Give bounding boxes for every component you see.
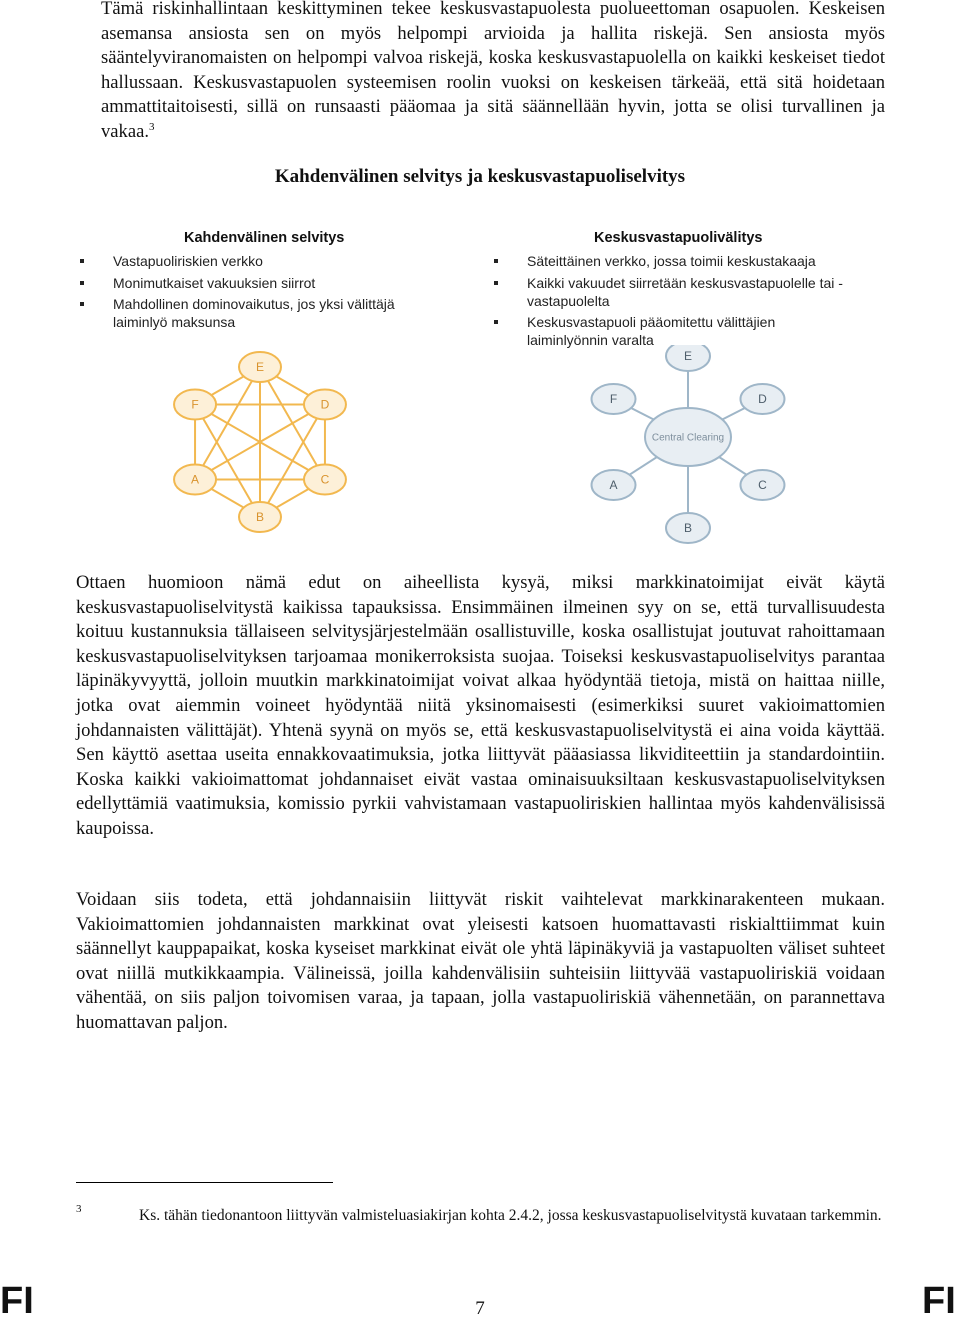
body-paragraph-2: Ottaen huomioon nämä edut on aiheellista kysyä, miksi markkinatoimijat eivät käytä keskusvastapuoliselvitystä kaikissa tapauksissa. Ensimmäinen ilmeinen syy on se, että turvallisuudesta koituu kustannuksia tällaiseen selvitysjärjestelmään osallistuville, koska osallistujat joutuvat rahoittamaan keskusvastapuoliselvityksen tarjoamaa monikerroksista suojaa. Toiseksi keskusvastapuoliselvitys parantaa läpinäkyvyyttä, jolloin muutkin markkinatoimijat voivat alkaa hyödyntää tietoja, mistä on haittaa niille, jotka ovat aiemmin voineet hyödyntää niitä yksinomaisesti (esimerkiksi suuret vakioimattomien johdannaisten välittäjät). Yhtenä syynä on myös se, että keskusvastapuoliselvitystä ei aina voida käyttää. Sen käyttö asettaa useita ennakkovaatimuksia, jotka liittyvät pääasiassa likviditeettiin ja standardointiin. Koska kaikki vakioimattomat johdannaiset eivät vastaa ominaisuuksiltaan keskusvastapuoliselvityksen edellyttämiä vaatimuksia, komissio pyrkii vahvistamaan vastapuoliriskien hallintaa myös kahdenvälisissä kaupoissa. [76, 572, 885, 839]
footnote-ref: 3 [149, 120, 155, 133]
hub-node-label: B [683, 521, 693, 536]
bilateral-bullets [113, 252, 443, 331]
hub-node-label: D [758, 392, 767, 407]
intro-paragraph [101, 0, 885, 145]
bilateral-mesh-diagram [174, 352, 346, 532]
footnote-divider [76, 1182, 333, 1183]
ccp-bullets [527, 252, 872, 349]
ccp-bullet: Säteittäinen verkko, jossa toimii keskustakaaja [527, 252, 872, 270]
mesh-node-label: C [320, 472, 330, 487]
mesh-node-label: B [255, 510, 265, 525]
language-code-right: FI [922, 1280, 956, 1322]
ccp-bullet: Kaikki vakuudet siirretään keskusvastapuolelle tai -vastapuolelta [527, 274, 862, 310]
bilateral-bullet: Monimutkaiset vakuuksien siirrot [113, 274, 443, 292]
hub-node-label: A [609, 478, 618, 493]
footnote-number: 3 [76, 1203, 82, 1215]
ccp-heading: Keskusvastapuolivälitys [594, 230, 763, 246]
bilateral-heading: Kahdenvälinen selvitys [184, 230, 345, 246]
body-paragraph-3: Voidaan siis todeta, että johdannaisiin liittyvät riskit vaihtelevat markkinarakenteen mukaan. Vakioimattomien johdannaisten markkinat ovat yleisesti katsoen huomattavasti riskialttiimmat kuin säännellyt kauppapaikat, koska kyseiset markkinat eivät ole yhtä läpinäkyviä ja vastapuolten väliset suhteet ovat niillä mutkikkaampia. Välineissä, joilla kahdenvälisiin suhteisiin liittyvää vastapuoliriskiä voidaan vähentää, on siis paljon toivomisen varaa, ja tapaan, jolla vastapuoliriskiä vähennetään, on parannettava huomattavan paljon. [76, 889, 885, 1033]
figure-title: Kahdenvälinen selvitys ja keskusvastapuoliselvitys [274, 166, 686, 187]
page-number: 7 [475, 1298, 485, 1319]
bilateral-bullet: Mahdollinen dominovaikutus, jos yksi välittäjä laiminlyö maksunsa [113, 295, 418, 331]
ccp-column [527, 230, 872, 353]
language-code-left: FI [0, 1280, 34, 1322]
bilateral-column [113, 230, 443, 335]
mesh-node-label: D [320, 397, 330, 412]
mesh-node-label: E [255, 360, 265, 375]
bilateral-bullet: Vastapuoliriskien verkko [113, 252, 443, 270]
hub-node-label: F [609, 392, 618, 407]
mesh-node-label: F [191, 397, 199, 412]
hub-node-label: C [758, 478, 767, 493]
hub-node-label: E [683, 349, 693, 364]
network-diagram [0, 345, 960, 545]
ccp-bullet: Keskusvastapuoli pääomitettu välittäjien laiminlyönnin varalta [527, 313, 807, 349]
central-clearing-diagram [592, 345, 785, 543]
footnote-text: Ks. tähän tiedonantoon liittyvän valmisteluasiakirjan kohta 2.4.2, jossa keskusvastapuoliselvitystä kuvataan tarkemmin. [139, 1207, 882, 1224]
intro-paragraph-text: Tämä riskinhallintaan keskittyminen tekee keskusvastapuolesta puolueettoman osapuolen. Keskeisen asemansa ansiosta sen on myös helpompi arvioida ja hallita riskejä. Sen ansiosta myös sääntelyviranomaisten on helpompi valvoa riskejä, koska keskusvastapuolella on kaikki keskeiset tiedot hallussaan. Keskusvastapuolen systeemisen roolin vuoksi on keskeisen tärkeää, että sitä hoidetaan ammattitaitoisesti, sillä on runsaasti pääomaa ja sitä säännellään hyvin, jotta se olisi turvallinen ja vakaa. [101, 0, 885, 142]
mesh-node-label: A [191, 472, 200, 487]
hub-center-label: Central Clearing [651, 432, 725, 444]
